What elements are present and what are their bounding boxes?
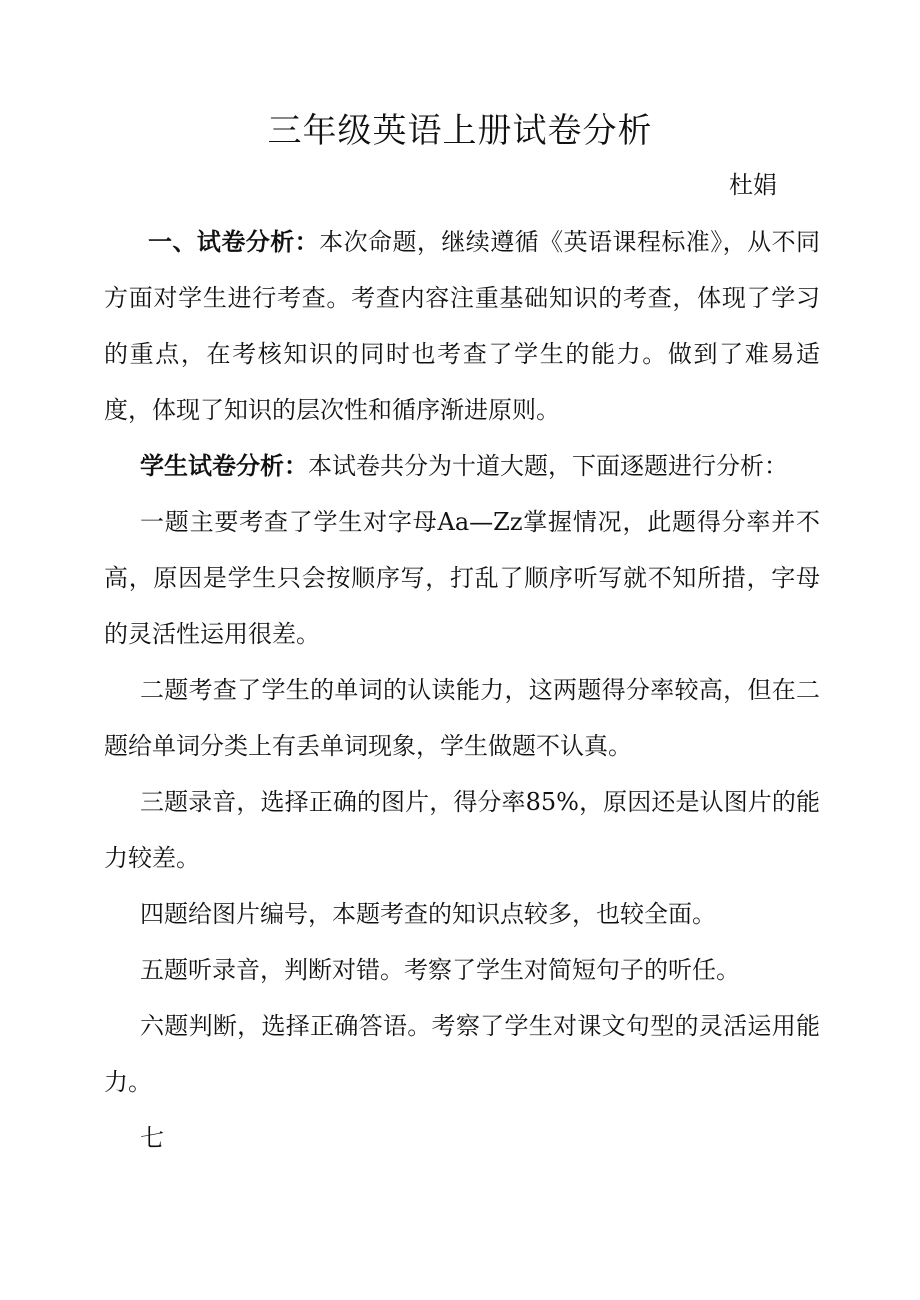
question-analysis-6: 六题判断，选择正确答语。考察了学生对课文句型的灵活运用能力。 (104, 1012, 820, 1096)
question-analysis-2: 二题考查了学生的单词的认读能力，这两题得分率较高，但在二题给单词分类上有丢单词现象，学生做题不认真。 (104, 676, 820, 760)
author-name: 杜娟 (729, 171, 777, 199)
section-body: 本试卷共分为十道大题，下面逐题进行分析： (308, 452, 788, 480)
question-analysis-1: 一题主要考查了学生对字母Aa—Zz掌握情况，此题得分率并不高，原因是学生只会按顺序写，打乱了顺序听写就不知所措，字母的灵活性运用很差。 (104, 508, 820, 648)
section-student-analysis (104, 438, 820, 494)
section-heading: 一、试卷分析： (148, 227, 320, 256)
section-test-analysis (104, 214, 820, 438)
section-heading: 学生试卷分析： (140, 451, 308, 480)
question-analysis-7: 七 (140, 1124, 164, 1152)
question-analysis-4: 四题给图片编号，本题考查的知识点较多，也较全面。 (140, 900, 716, 928)
question-analysis-3: 三题录音，选择正确的图片，得分率85%，原因还是认图片的能力较差。 (104, 788, 820, 872)
question-analysis-5: 五题听录音，判断对错。考察了学生对简短句子的听任。 (140, 956, 740, 984)
section-body: 本次命题，继续遵循《英语课程标准》，从不同方面对学生进行考查。考查内容注重基础知识的考查，体现了学习的重点，在考核知识的同时也考查了学生的能力。做到了难易适度，体现了知识的层次性和循序渐进原则。 (104, 228, 821, 424)
document-title: 三年级英语上册试卷分析 (267, 111, 653, 151)
